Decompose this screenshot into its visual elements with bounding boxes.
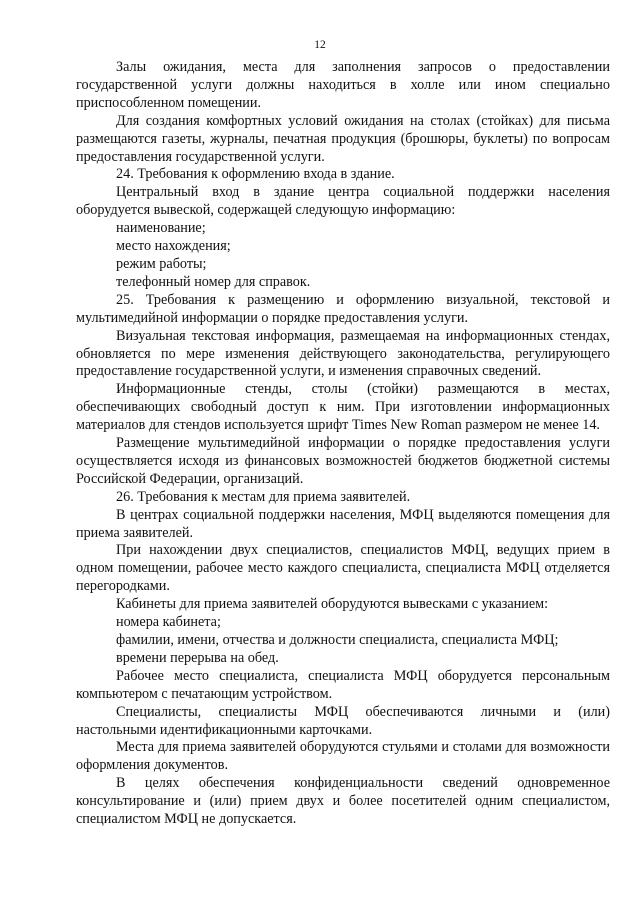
list-item-lunch-break: времени перерыва на обед.: [116, 649, 279, 666]
paragraph-waiting-halls: Залы ожидания, места для заполнения запросов о предоставлении государственной услуги должны находиться в холле или ином специально приспособленном помещении.: [76, 59, 610, 111]
list-item-specialist-name: фамилии, имени, отчества и должности специалиста, специалиста МФЦ;: [116, 632, 559, 648]
document-body: [76, 59, 610, 829]
list-item-phone: телефонный номер для справок.: [116, 273, 311, 290]
list-item-office-number: номера кабинета;: [116, 614, 221, 631]
paragraph-confidentiality: В целях обеспечения конфиденциальности сведений одновременное консультирование и (или) прием двух и более посетителей одним специалистом, специалистом МФЦ не допускается.: [76, 775, 610, 828]
list-item-name: наименование;: [116, 220, 206, 237]
paragraph-visual-info: Визуальная текстовая информация, размещаемая на информационных стендах, обновляется по мере изменения действующего законодательства, регулирующего предоставление государственной услуги, и изменения справочных сведений.: [76, 327, 610, 380]
paragraph-reception-rooms: В центрах социальной поддержки населения, МФЦ выделяются помещения для приема заявителей.: [76, 506, 610, 541]
paragraph-office-signs: Кабинеты для приема заявителей оборудуются вывесками с указанием:: [116, 596, 549, 613]
paragraph-waiting-comfort: Для создания комфортных условий ожидания на столах (стойках) для письма размещаются газеты, журналы, печатная продукция (брошюры, буклеты) по вопросам предоставления государственной услуги.: [76, 112, 610, 165]
paragraph-entrance-sign: Центральный вход в здание центра социальной поддержки населения оборудуется вывеской, содержащей следующую информацию:: [76, 184, 610, 219]
section-heading-24: 24. Требования к оформлению входа в здание.: [116, 166, 395, 183]
paragraph-multimedia: Размещение мультимедийной информации о порядке предоставления услуги осуществляется исходя из финансовых возможностей бюджетов бюджетной системы Российской Федерации, организаций.: [76, 435, 610, 487]
paragraph-id-cards: Специалисты, специалисты МФЦ обеспечиваются личными и (или) настольными идентификационными карточками.: [76, 703, 610, 738]
paragraph-chairs-tables: Места для приема заявителей оборудуются стульями и столами для возможности оформления документов.: [76, 739, 610, 774]
section-heading-26: 26. Требования к местам для приема заявителей.: [116, 488, 411, 505]
paragraph-info-stands: Информационные стенды, столы (стойки) размещаются в местах, обеспечивающих свободный доступ к ним. При изготовлении информационных материалов для стендов используется шрифт Times New Roman размером не менее 14.: [76, 381, 610, 434]
paragraph-workplace-computer: Рабочее место специалиста, специалиста МФЦ оборудуется персональным компьютером с печатающим устройством.: [76, 667, 610, 702]
page-number: 12: [314, 39, 326, 51]
paragraph-partitions: При нахождении двух специалистов, специалистов МФЦ, ведущих прием в одном помещении, рабочее место каждого специалиста, специалиста МФЦ отделяется перегородками.: [76, 542, 610, 595]
list-item-location: место нахождения;: [116, 238, 231, 255]
list-item-schedule: режим работы;: [116, 255, 207, 272]
section-heading-25: 25. Требования к размещению и оформлению визуальной, текстовой и мультимедийной информации о порядке предоставления услуги.: [76, 291, 610, 326]
